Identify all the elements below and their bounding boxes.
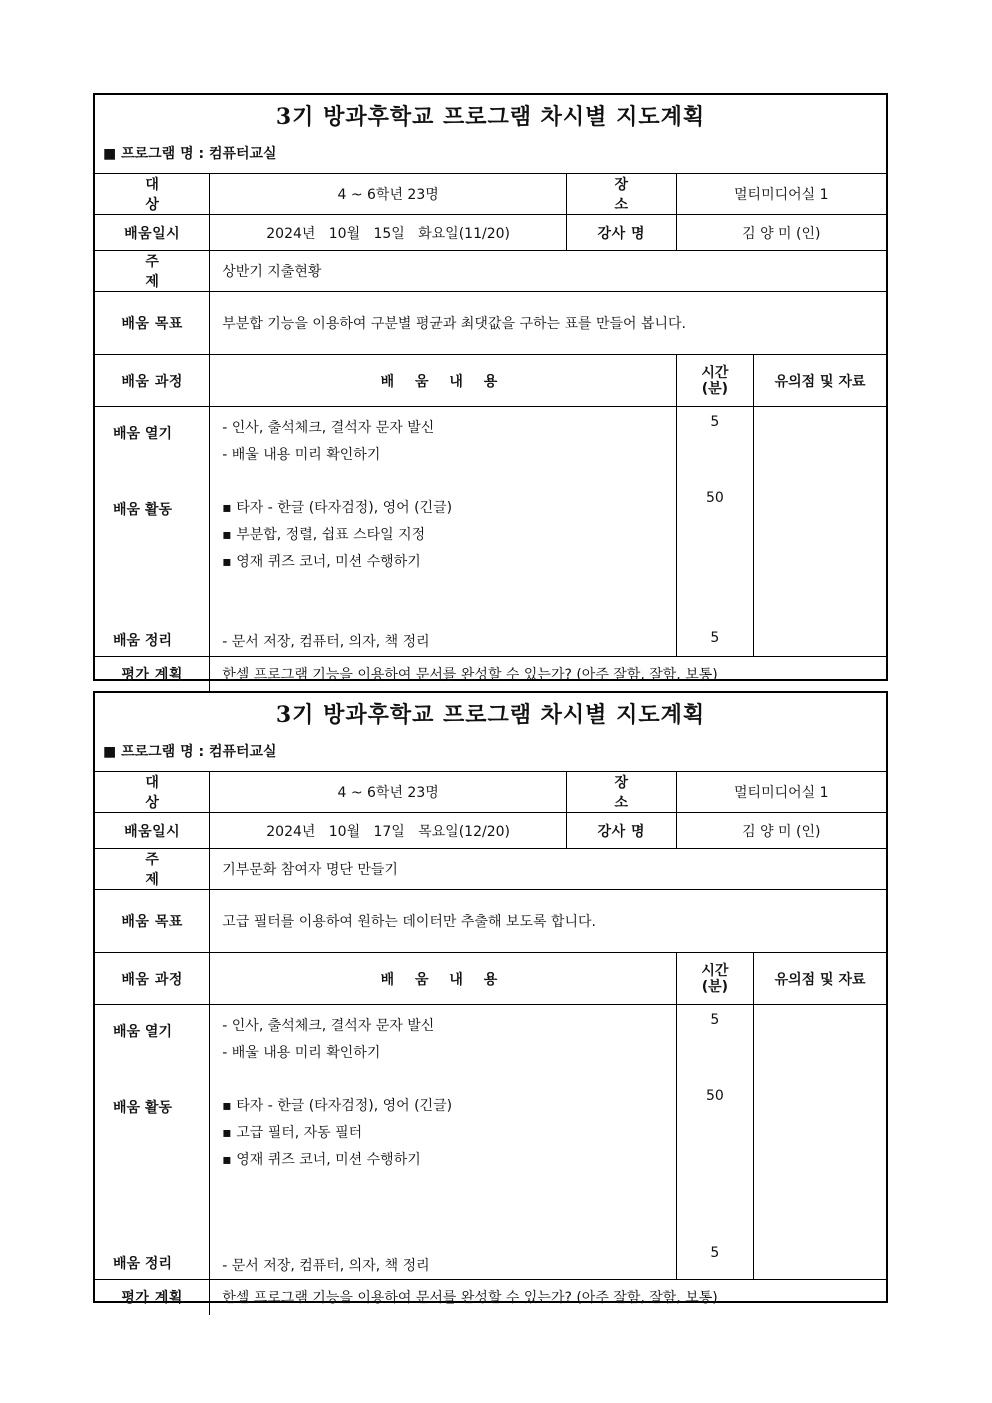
content-column [210, 1005, 676, 1280]
date-label: 배움일시 [95, 215, 210, 251]
lesson-plan-2 [93, 691, 888, 1307]
place-label: 장 소 [566, 772, 676, 813]
phase-wrap: 배움 정리 [113, 1256, 172, 1272]
open-line-2: - 배울 내용 미리 확인하기 [222, 1045, 381, 1061]
eval-label: 평가 계획 [95, 1280, 210, 1315]
activity-line-2: ▪ 부분합, 정렬, 쉽표 스타일 지정 [222, 527, 426, 543]
activity-line-3: ▪ 영재 퀴즈 코너, 미션 수행하기 [222, 554, 421, 570]
time-open: 5 [710, 1012, 720, 1028]
notes-header: 유의점 및 자료 [754, 355, 886, 407]
content-header: 배 움 내 용 [210, 953, 676, 1005]
lesson-plan-1 [93, 93, 888, 684]
content-column [210, 407, 676, 657]
eval-value: 한셀 프로그램 기능을 이용하여 문서를 완성할 수 있는가? (아주 잘함, 잘함, 보통) [210, 1280, 886, 1315]
notes-column [754, 407, 886, 657]
topic-label: 주 제 [95, 849, 210, 890]
date-value: 2024년 10월 15일 화요일(11/20) [210, 215, 567, 251]
eval-label: 평가 계획 [95, 657, 210, 692]
phase-activity: 배움 활동 [113, 502, 172, 518]
target-value: 4 ~ 6학년 23명 [210, 772, 567, 813]
program-name: ■ 프로그램 명 : 컴퓨터교실 [95, 137, 886, 174]
time-open: 5 [710, 414, 720, 430]
phase-open: 배움 열기 [113, 1024, 172, 1040]
process-column [95, 407, 210, 657]
wrap-line-1: - 문서 저장, 컴퓨터, 의자, 책 정리 [222, 634, 430, 650]
activity-line-1: ▪ 타자 - 한글 (타자검정), 영어 (긴글) [222, 500, 453, 516]
teacher-value: 김 양 미 (인) [676, 813, 886, 849]
program-name: ■ 프로그램 명 : 컴퓨터교실 [95, 735, 886, 772]
process-header: 배움 과정 [95, 953, 210, 1005]
time-activity: 50 [705, 1088, 724, 1104]
place-label: 장 소 [566, 174, 676, 215]
teacher-value: 김 양 미 (인) [676, 215, 886, 251]
time-wrap: 5 [710, 630, 720, 646]
activity-line-2: ▪ 고급 필터, 자동 필터 [222, 1125, 363, 1141]
target-value: 4 ~ 6학년 23명 [210, 174, 567, 215]
phase-activity: 배움 활동 [113, 1100, 172, 1116]
plan-table [95, 174, 886, 692]
date-label: 배움일시 [95, 813, 210, 849]
activity-line-1: ▪ 타자 - 한글 (타자검정), 영어 (긴글) [222, 1098, 453, 1114]
time-header: 시간 (분) [676, 355, 754, 407]
plan-title: 3기 방과후학교 프로그램 차시별 지도계획 [275, 702, 706, 728]
teacher-label: 강사 명 [566, 813, 676, 849]
plan-table [95, 772, 886, 1315]
open-line-1: - 인사, 출석체크, 결석자 문자 발신 [222, 420, 435, 436]
time-column [676, 407, 754, 657]
wrap-line-1: - 문서 저장, 컴퓨터, 의자, 책 정리 [222, 1258, 430, 1274]
place-value: 멀티미디어실 1 [676, 772, 886, 813]
time-wrap: 5 [710, 1245, 720, 1261]
activity-line-3: ▪ 영재 퀴즈 코너, 미션 수행하기 [222, 1152, 421, 1168]
goal-value: 부분합 기능을 이용하여 구분별 평균과 최댓값을 구하는 표를 만들어 봅니다. [210, 292, 886, 355]
time-header: 시간 (분) [676, 953, 754, 1005]
process-header: 배움 과정 [95, 355, 210, 407]
content-header: 배 움 내 용 [210, 355, 676, 407]
target-label: 대 상 [95, 772, 210, 813]
time-activity: 50 [705, 490, 724, 506]
phase-wrap: 배움 정리 [113, 633, 172, 649]
time-column [676, 1005, 754, 1280]
topic-label: 주 제 [95, 251, 210, 292]
goal-value: 고급 필터를 이용하여 원하는 데이터만 추출해 보도록 합니다. [210, 890, 886, 953]
plan-title: 3기 방과후학교 프로그램 차시별 지도계획 [275, 104, 706, 130]
open-line-2: - 배울 내용 미리 확인하기 [222, 447, 381, 463]
target-label: 대 상 [95, 174, 210, 215]
notes-header: 유의점 및 자료 [754, 953, 886, 1005]
goal-label: 배움 목표 [95, 890, 210, 953]
teacher-label: 강사 명 [566, 215, 676, 251]
open-line-1: - 인사, 출석체크, 결석자 문자 발신 [222, 1018, 435, 1034]
eval-value: 한셀 프로그램 기능을 이용하여 문서를 완성할 수 있는가? (아주 잘함, 잘함, 보통) [210, 657, 886, 692]
goal-label: 배움 목표 [95, 292, 210, 355]
topic-value: 상반기 지출현황 [210, 251, 886, 292]
topic-value: 기부문화 참여자 명단 만들기 [210, 849, 886, 890]
place-value: 멀티미디어실 1 [676, 174, 886, 215]
process-column [95, 1005, 210, 1280]
phase-open: 배움 열기 [113, 426, 172, 442]
date-value: 2024년 10월 17일 목요일(12/20) [210, 813, 567, 849]
notes-column [754, 1005, 886, 1280]
